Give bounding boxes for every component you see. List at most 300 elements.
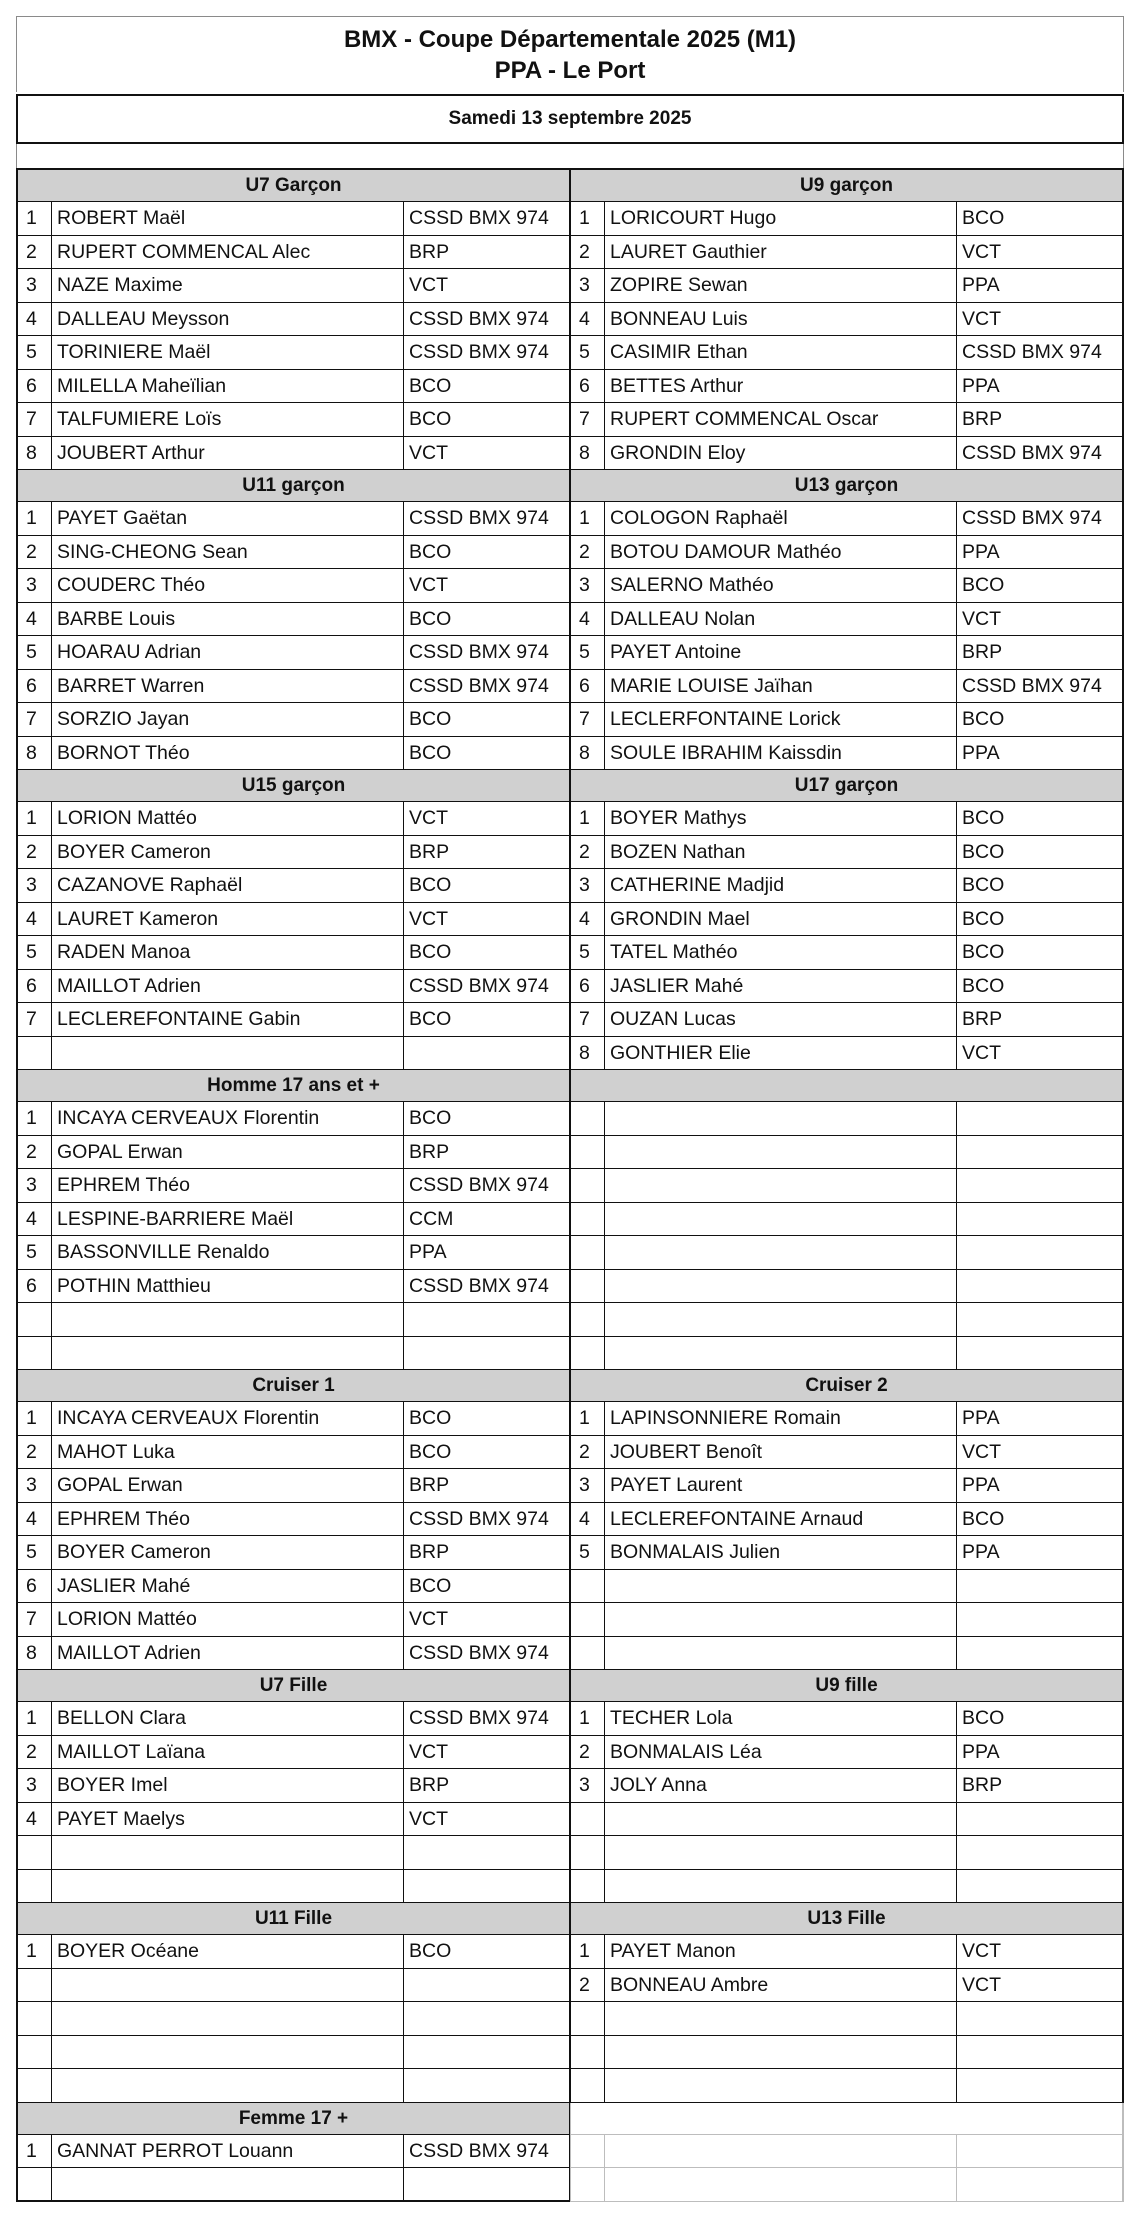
rider-name-cell: [605, 2002, 957, 2035]
rider-name-cell: DALLEAU Meysson: [52, 303, 404, 336]
club-cell: BRP: [409, 1140, 450, 1163]
rank-cell: [571, 1570, 605, 1603]
rank-cell: [18, 1836, 52, 1869]
table-row: [18, 1402, 569, 1436]
rider-name-cell: [605, 1337, 957, 1370]
rider-name-cell: SALERNO Mathéo: [605, 569, 957, 602]
table-row: [571, 536, 1122, 570]
rank-cell: 8: [18, 737, 52, 770]
rank-cell: 8: [18, 1637, 52, 1670]
club-cell: CSSD BMX 974: [409, 674, 549, 697]
rank-cell: 5: [18, 636, 52, 669]
rank-cell: 4: [18, 603, 52, 636]
club-cell: [957, 1803, 1122, 1836]
club-cell: PPA: [962, 540, 1000, 563]
table-row: [571, 202, 1122, 236]
table-row: [18, 802, 569, 836]
club-cell: PPA: [962, 1407, 1000, 1429]
rider-name-cell: RUPERT COMMENCAL Oscar: [605, 403, 957, 436]
club-cell: PPA: [962, 374, 1000, 397]
rank-cell: 4: [571, 603, 605, 636]
table-row: [18, 1803, 569, 1837]
rider-name-cell: [605, 1102, 957, 1135]
rider-name-cell: NAZE Maxime: [52, 269, 404, 302]
rank-cell: [18, 1870, 52, 1903]
rider-name-cell: BONMALAIS Léa: [605, 1736, 957, 1769]
rider-name-cell: [605, 1136, 957, 1169]
rank-cell: 5: [18, 1236, 52, 1269]
empty-row: [18, 1969, 569, 2003]
club-cell: BCO: [409, 540, 452, 563]
club-cell: PPA: [962, 1740, 1000, 1763]
rider-name-cell: [605, 1803, 957, 1836]
empty-row: [571, 2168, 1122, 2202]
rider-name-cell: MAILLOT Adrien: [52, 970, 404, 1003]
rank-cell: 6: [18, 1570, 52, 1603]
rank-cell: [571, 1102, 605, 1135]
rider-name-cell: [605, 1169, 957, 1202]
rank-cell: 2: [571, 836, 605, 869]
empty-row: [571, 1136, 1122, 1170]
table-row: [571, 970, 1122, 1004]
rank-cell: 6: [18, 1270, 52, 1303]
panel-u13-garcon: [570, 470, 1124, 770]
rider-name-cell: MILELLA Maheïlian: [52, 370, 404, 403]
table-row: [571, 703, 1122, 737]
table-row: [571, 670, 1122, 704]
club-cell: BCO: [962, 941, 1005, 963]
table-row: [18, 202, 569, 236]
table-row: [571, 1769, 1122, 1803]
club-cell: BRP: [409, 240, 450, 263]
rank-cell: 5: [18, 336, 52, 369]
table-row: [571, 636, 1122, 670]
club-cell: BRP: [409, 1474, 450, 1496]
panel-u11-fille: [16, 1903, 570, 2103]
rider-name-cell: BELLON Clara: [52, 1702, 404, 1735]
rider-name-cell: BARBE Louis: [52, 603, 404, 636]
empty-row: [571, 1102, 1122, 1136]
club-cell: BCO: [962, 1707, 1005, 1729]
rider-name-cell: EPHREM Théo: [52, 1169, 404, 1202]
table-row: [571, 1003, 1122, 1037]
club-cell: BCO: [409, 1008, 452, 1030]
empty-row: [571, 1836, 1122, 1870]
title-line-2: PPA - Le Port: [494, 57, 646, 84]
club-cell: CCM: [409, 1207, 454, 1230]
empty-row: [18, 2002, 569, 2036]
club-cell: [957, 2168, 1122, 2201]
category-header: Cruiser 2: [571, 1370, 1122, 1402]
rank-cell: 7: [571, 703, 605, 736]
rider-name-cell: ROBERT Maël: [52, 202, 404, 235]
table-row: [571, 403, 1122, 437]
table-row: [18, 1702, 569, 1736]
rider-name-cell: PAYET Laurent: [605, 1469, 957, 1502]
club-cell: BCO: [962, 907, 1005, 930]
empty-row: [571, 1236, 1122, 1270]
rank-cell: 2: [571, 1736, 605, 1769]
table-row: [18, 1935, 569, 1969]
club-cell: BCO: [409, 408, 452, 430]
club-cell: VCT: [409, 1740, 448, 1763]
table-row: [18, 536, 569, 570]
rank-cell: [571, 1270, 605, 1303]
rank-cell: 2: [18, 536, 52, 569]
club-cell: [957, 1337, 1122, 1370]
table-row: [571, 502, 1122, 536]
rank-cell: 4: [571, 903, 605, 936]
rider-name-cell: JOUBERT Arthur: [52, 437, 404, 470]
rank-cell: 2: [18, 1436, 52, 1469]
category-header: [571, 1070, 1122, 1102]
results-grid: [16, 168, 1124, 2202]
rank-cell: 3: [571, 1469, 605, 1502]
table-row: [18, 1436, 569, 1470]
panel-u17-garcon: [570, 770, 1124, 1070]
rank-cell: 7: [18, 703, 52, 736]
club-cell: VCT: [409, 274, 448, 296]
empty-row: [571, 1803, 1122, 1837]
club-cell: BRP: [962, 641, 1003, 663]
rank-cell: 1: [571, 1702, 605, 1735]
table-row: [571, 1969, 1122, 2003]
empty-row: [18, 1303, 569, 1337]
rank-cell: [571, 1803, 605, 1836]
rider-name-cell: GRONDIN Eloy: [605, 437, 957, 470]
rank-cell: 1: [571, 802, 605, 835]
club-cell: BCO: [962, 840, 1005, 863]
empty-row: [18, 2069, 569, 2103]
rider-name-cell: [605, 1236, 957, 1269]
rank-cell: 3: [18, 1169, 52, 1202]
rank-cell: 6: [18, 670, 52, 703]
club-cell: VCT: [962, 1973, 1001, 1996]
table-row: [571, 1037, 1122, 1071]
table-row: [571, 269, 1122, 303]
rank-cell: [18, 1037, 52, 1070]
category-header: U11 garçon: [18, 470, 569, 502]
title-line-1: BMX - Coupe Départementale 2025 (M1): [343, 26, 797, 53]
panel-u7-fille: [16, 1670, 570, 1903]
table-row: [571, 1436, 1122, 1470]
table-row: [571, 370, 1122, 404]
club-cell: [404, 1969, 569, 2002]
table-row: [18, 1003, 569, 1037]
rider-name-cell: TECHER Lola: [605, 1702, 957, 1735]
club-cell: [957, 2036, 1122, 2069]
rider-name-cell: PAYET Antoine: [605, 636, 957, 669]
table-row: [18, 1570, 569, 1604]
rider-name-cell: LORION Mattéo: [52, 1603, 404, 1636]
rider-name-cell: BOYER Cameron: [52, 1536, 404, 1569]
rank-cell: 1: [18, 1702, 52, 1735]
rider-name-cell: LAPINSONNIERE Romain: [605, 1402, 957, 1435]
rider-name-cell: CATHERINE Madjid: [605, 869, 957, 902]
rank-cell: [571, 1870, 605, 1903]
rank-cell: 4: [18, 903, 52, 936]
rank-cell: 1: [18, 1935, 52, 1968]
rider-name-cell: [52, 1969, 404, 2002]
club-cell: CSSD BMX 974: [409, 207, 549, 229]
rank-cell: 8: [18, 437, 52, 470]
club-cell: CSSD BMX 974: [409, 507, 549, 529]
table-row: [18, 2135, 569, 2169]
category-header: U11 Fille: [18, 1903, 569, 1935]
club-cell: BRP: [409, 1774, 450, 1796]
category-header: U7 Garçon: [18, 170, 569, 202]
rider-name-cell: LAURET Gauthier: [605, 236, 957, 269]
category-header: U15 garçon: [18, 770, 569, 802]
rank-cell: 5: [18, 1536, 52, 1569]
rank-cell: 6: [571, 370, 605, 403]
club-cell: PPA: [962, 741, 1000, 764]
rider-name-cell: LECLEREFONTAINE Gabin: [52, 1003, 404, 1036]
table-row: [18, 502, 569, 536]
table-row: [571, 437, 1122, 471]
table-row: [571, 903, 1122, 937]
table-row: [18, 1169, 569, 1203]
rider-name-cell: [605, 1637, 957, 1670]
rider-name-cell: MAHOT Luka: [52, 1436, 404, 1469]
rank-cell: 7: [571, 403, 605, 436]
club-cell: PPA: [962, 274, 1000, 296]
rider-name-cell: RADEN Manoa: [52, 936, 404, 969]
rider-name-cell: [52, 2069, 404, 2102]
club-cell: CSSD BMX 974: [962, 341, 1102, 363]
club-cell: BCO: [962, 1507, 1005, 1530]
club-cell: CSSD BMX 974: [409, 1707, 549, 1729]
panel-u7-garcon: [16, 168, 570, 470]
table-row: [571, 603, 1122, 637]
rider-name-cell: [605, 2069, 957, 2102]
table-row: [18, 1469, 569, 1503]
rider-name-cell: [52, 1303, 404, 1336]
event-date: Samedi 13 septembre 2025: [16, 94, 1124, 144]
rank-cell: 3: [18, 269, 52, 302]
rank-cell: 3: [571, 569, 605, 602]
table-row: [18, 336, 569, 370]
rider-name-cell: JOLY Anna: [605, 1769, 957, 1802]
club-cell: [404, 1303, 569, 1336]
rider-name-cell: SING-CHEONG Sean: [52, 536, 404, 569]
panel-femme-17: [16, 2103, 570, 2202]
rider-name-cell: JASLIER Mahé: [52, 1570, 404, 1603]
rank-cell: 8: [571, 737, 605, 770]
table-row: [18, 603, 569, 637]
panel-homme-17: [16, 1070, 570, 1370]
rank-cell: 2: [18, 1736, 52, 1769]
rider-name-cell: CAZANOVE Raphaël: [52, 869, 404, 902]
rank-cell: [571, 1169, 605, 1202]
club-cell: CSSD BMX 974: [409, 974, 549, 997]
rank-cell: [571, 1637, 605, 1670]
club-cell: [404, 2069, 569, 2102]
rank-cell: 4: [18, 1203, 52, 1236]
rank-cell: 1: [18, 2135, 52, 2168]
rank-cell: 2: [571, 536, 605, 569]
table-row: [571, 569, 1122, 603]
empty-row: [18, 2168, 569, 2202]
rank-cell: 3: [18, 869, 52, 902]
club-cell: BCO: [409, 1107, 452, 1129]
club-cell: BCO: [409, 708, 452, 730]
rank-cell: [571, 2069, 605, 2102]
rider-name-cell: BOYER Océane: [52, 1935, 404, 1968]
rider-name-cell: LECLEREFONTAINE Arnaud: [605, 1503, 957, 1536]
club-cell: VCT: [962, 307, 1001, 330]
table-row: [18, 370, 569, 404]
club-cell: VCT: [962, 1940, 1001, 1962]
club-cell: VCT: [962, 1440, 1001, 1463]
club-cell: [957, 1203, 1122, 1236]
rider-name-cell: JOUBERT Benoît: [605, 1436, 957, 1469]
category-header: Homme 17 ans et +: [18, 1070, 569, 1102]
rank-cell: 2: [18, 836, 52, 869]
rider-name-cell: BOZEN Nathan: [605, 836, 957, 869]
table-row: [18, 1136, 569, 1170]
rider-name-cell: [605, 2168, 957, 2201]
club-cell: PPA: [962, 1474, 1000, 1496]
table-row: [18, 1503, 569, 1537]
club-cell: VCT: [962, 240, 1001, 263]
club-cell: [957, 1603, 1122, 1636]
club-cell: CSSD BMX 974: [409, 1274, 549, 1297]
table-row: [571, 836, 1122, 870]
table-row: [571, 1736, 1122, 1770]
club-cell: CSSD BMX 974: [409, 307, 549, 330]
rank-cell: [18, 1303, 52, 1336]
category-header: Femme 17 +: [18, 2103, 569, 2135]
spacer: [16, 144, 1124, 168]
club-cell: PPA: [409, 1241, 447, 1263]
club-cell: [957, 1570, 1122, 1603]
rider-name-cell: [605, 1570, 957, 1603]
rank-cell: 3: [571, 1769, 605, 1802]
rider-name-cell: BETTES Arthur: [605, 370, 957, 403]
club-cell: BCO: [962, 574, 1005, 596]
table-row: [18, 236, 569, 270]
table-row: [18, 1769, 569, 1803]
club-cell: PPA: [962, 1541, 1000, 1563]
club-cell: [957, 1870, 1122, 1903]
club-cell: [404, 2002, 569, 2035]
rank-cell: 1: [18, 802, 52, 835]
rank-cell: 4: [18, 1803, 52, 1836]
rank-cell: 1: [571, 1402, 605, 1435]
empty-row: [571, 2069, 1122, 2103]
empty-row: [571, 2002, 1122, 2036]
club-cell: [957, 1637, 1122, 1670]
rank-cell: 1: [18, 202, 52, 235]
empty-row: [571, 1270, 1122, 1304]
table-row: [18, 1637, 569, 1671]
club-cell: [957, 1270, 1122, 1303]
club-cell: BCO: [409, 1940, 452, 1962]
table-row: [571, 1503, 1122, 1537]
club-cell: [404, 1337, 569, 1370]
panel-cruiser-2: [570, 1370, 1124, 1670]
rank-cell: 8: [571, 437, 605, 470]
rank-cell: [18, 1969, 52, 2002]
rider-name-cell: [605, 1303, 957, 1336]
table-row: [18, 869, 569, 903]
rider-name-cell: MAILLOT Adrien: [52, 1637, 404, 1670]
table-row: [18, 437, 569, 471]
club-cell: BCO: [409, 874, 452, 896]
rider-name-cell: JASLIER Mahé: [605, 970, 957, 1003]
panel-u9-fille: [570, 1670, 1124, 1903]
rider-name-cell: [52, 1337, 404, 1370]
club-cell: BRP: [962, 1008, 1003, 1030]
rider-name-cell: INCAYA CERVEAUX Florentin: [52, 1102, 404, 1135]
rider-name-cell: LAURET Kameron: [52, 903, 404, 936]
rider-name-cell: GRONDIN Mael: [605, 903, 957, 936]
table-row: [18, 903, 569, 937]
empty-row: [18, 2036, 569, 2070]
rank-cell: 1: [18, 1402, 52, 1435]
category-header: U9 fille: [571, 1670, 1122, 1702]
rider-name-cell: SORZIO Jayan: [52, 703, 404, 736]
club-cell: [957, 2135, 1122, 2168]
rank-cell: [571, 1236, 605, 1269]
table-row: [18, 1270, 569, 1304]
club-cell: [404, 1037, 569, 1070]
rank-cell: 2: [571, 1969, 605, 2002]
table-row: [18, 670, 569, 704]
club-cell: BCO: [409, 1440, 452, 1463]
rider-name-cell: LECLERFONTAINE Lorick: [605, 703, 957, 736]
rank-cell: 6: [571, 670, 605, 703]
club-cell: CSSD BMX 974: [409, 641, 549, 663]
category-header: U13 garçon: [571, 470, 1122, 502]
table-row: [18, 569, 569, 603]
table-row: [571, 303, 1122, 337]
table-row: [571, 737, 1122, 771]
rank-cell: [571, 2168, 605, 2201]
rider-name-cell: BOYER Cameron: [52, 836, 404, 869]
rider-name-cell: RUPERT COMMENCAL Alec: [52, 236, 404, 269]
club-cell: BCO: [409, 941, 452, 963]
table-row: [18, 303, 569, 337]
club-cell: CSSD BMX 974: [962, 441, 1102, 464]
rank-cell: [571, 1836, 605, 1869]
rider-name-cell: [52, 1037, 404, 1070]
rider-name-cell: BOYER Mathys: [605, 802, 957, 835]
rider-name-cell: [605, 1603, 957, 1636]
rider-name-cell: BOYER Imel: [52, 1769, 404, 1802]
empty-row: [18, 1836, 569, 1870]
rider-name-cell: CASIMIR Ethan: [605, 336, 957, 369]
club-cell: BCO: [962, 974, 1005, 997]
rider-name-cell: [605, 1203, 957, 1236]
club-cell: [957, 2069, 1122, 2102]
rider-name-cell: GOPAL Erwan: [52, 1136, 404, 1169]
rider-name-cell: ZOPIRE Sewan: [605, 269, 957, 302]
rank-cell: 4: [18, 1503, 52, 1536]
empty-row: [571, 1203, 1122, 1237]
rider-name-cell: [52, 1870, 404, 1903]
category-header: U7 Fille: [18, 1670, 569, 1702]
rider-name-cell: BARRET Warren: [52, 670, 404, 703]
table-row: [571, 1702, 1122, 1736]
club-cell: BCO: [409, 1407, 452, 1429]
empty-row: [571, 1337, 1122, 1371]
rank-cell: 2: [571, 1436, 605, 1469]
rank-cell: 5: [571, 936, 605, 969]
rider-name-cell: LESPINE-BARRIERE Maël: [52, 1203, 404, 1236]
rank-cell: 4: [571, 303, 605, 336]
